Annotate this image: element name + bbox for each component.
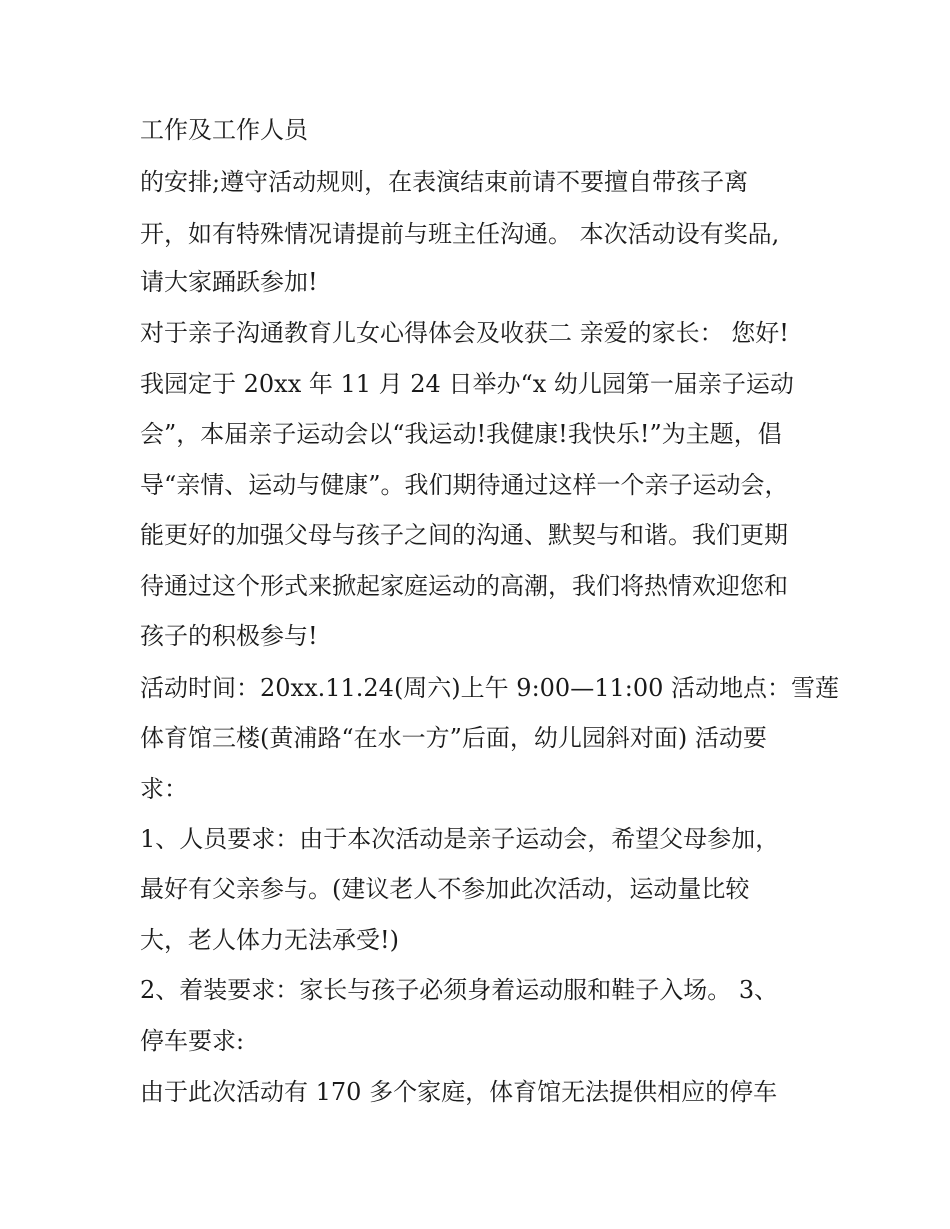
text-line: 求： [140,775,188,803]
text-line: 导“亲情、运动与健康”。我们期待通过这样一个亲子运动会， [140,471,789,499]
text-line: 活动时间：20xx.11.24(周六)上午 9:00—11:00 活动地点：雪莲 [140,674,839,702]
text-line: 会”，本届亲子运动会以“我运动!我健康!我快乐!”为主题，倡 [140,420,782,448]
text-line: 孩子的积极参与! [140,622,318,650]
text-line: 的安排;遵守活动规则，在表演结束前请不要擅自带孩子离 [140,168,749,196]
text-line: 1、人员要求：由于本次活动是亲子运动会，希望父母参加， [140,825,780,853]
text-line: 我园定于 20xx 年 11 月 24 日举办“x 幼儿园第一届亲子运动 [140,370,794,398]
text-line: 大，老人体力无法承受!) [140,926,400,954]
text-line: 由于此次活动有 170 多个家庭，体育馆无法提供相应的停车 [140,1078,778,1106]
text-line: 体育馆三楼(黄浦路“在水一方”后面，幼儿园斜对面) 活动要 [140,724,767,752]
text-line: 待通过这个形式来掀起家庭运动的高潮，我们将热情欢迎您和 [140,572,788,600]
text-line: 停车要求: [140,1027,245,1055]
text-line: 2、着装要求：家长与孩子必须身着运动服和鞋子入场。 3、 [140,976,779,1004]
text-line: 开，如有特殊情况请提前与班主任沟通。 本次活动设有奖品, [140,220,780,248]
text-line: 工作及工作人员 [140,116,308,144]
text-line: 能更好的加强父母与孩子之间的沟通、默契与和谐。我们更期 [140,521,788,549]
text-line: 对于亲子沟通教育儿女心得体会及收获二 亲爱的家长： 您好! [140,319,789,347]
text-line: 最好有父亲参与。(建议老人不参加此次活动，运动量比较 [140,875,750,903]
text-line: 请大家踊跃参加! [140,268,318,296]
